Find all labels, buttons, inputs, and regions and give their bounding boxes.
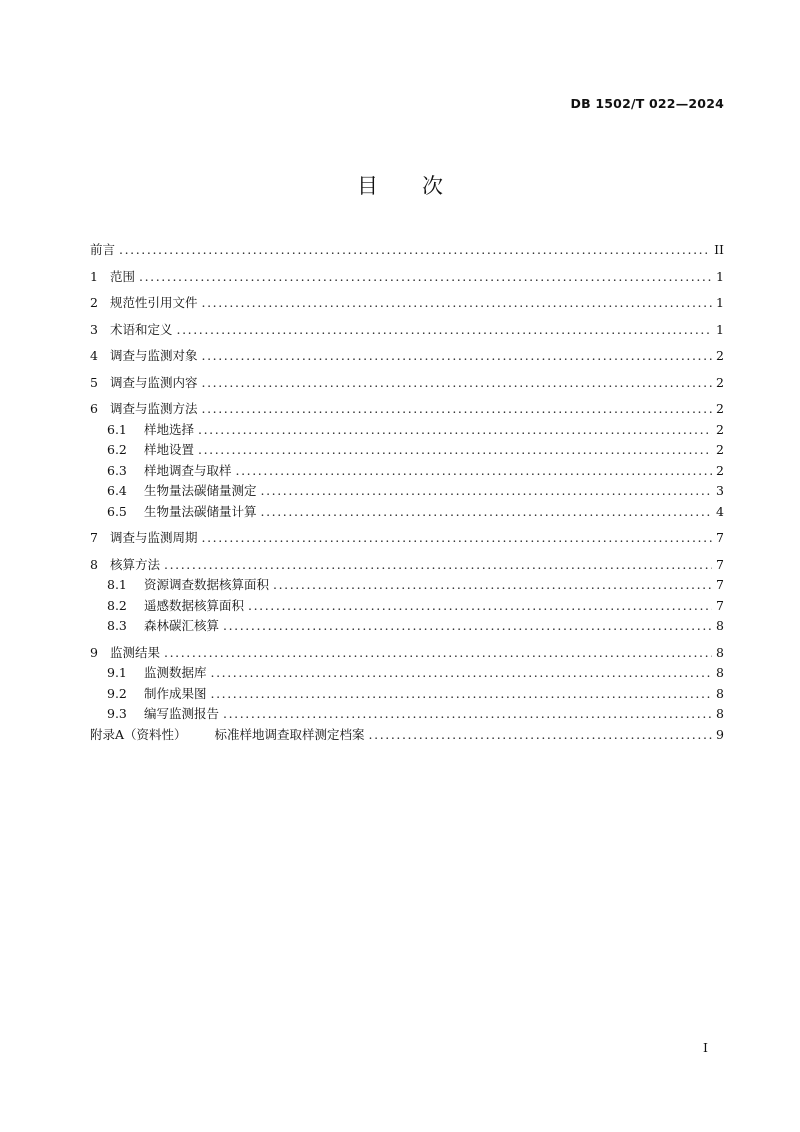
toc-entry-number: 6.1 [107,421,127,437]
toc-entry-number: 9.1 [107,665,127,680]
toc-entry-section-2[interactable] [90,293,724,314]
toc-entry-section-5[interactable] [90,373,724,394]
toc-entry-number: 6.4 [107,483,127,498]
document-code: DB 1502/T 022—2024 [570,96,724,111]
toc-entry-label: 标准样地调查取样测定档案 [214,726,365,742]
toc-entry-number: 3 [90,321,98,337]
toc-leader-dots [119,242,710,257]
toc-entry-page: 2 [716,348,724,363]
toc-entry-page: 1 [716,295,724,310]
toc-entry-label: 术语和定义 [110,321,173,337]
toc-leader-dots [248,598,712,613]
toc-entry-subsection-6-1[interactable] [90,420,724,441]
toc-leader-dots [202,375,712,390]
toc-leader-dots [223,618,712,633]
toc-entry-section-4[interactable] [90,346,724,367]
toc-entry-label: 监测数据库 [144,665,207,680]
toc-entry-label: 规范性引用文件 [110,295,198,310]
toc-entry-page: 8 [716,685,724,701]
toc-entry-section-1[interactable] [90,267,724,288]
toc-entry-number: 9.2 [107,685,127,701]
page-title: 目次 [357,174,487,198]
toc-entry-page: 2 [716,462,724,478]
toc-entry-label: 调查与监测方法 [110,401,198,416]
toc-entry-section-3[interactable] [90,320,724,341]
toc-entry-page: 2 [716,401,724,416]
toc-entry-number: 6.2 [107,442,127,457]
toc-leader-dots [139,269,712,284]
toc-entry-section-8[interactable] [90,555,724,576]
toc-entry-label: 制作成果图 [144,685,207,701]
toc-entry-page: 7 [716,530,724,545]
toc-entry-subsection-6-2[interactable] [90,440,724,461]
toc-leader-dots [198,422,712,437]
toc-leader-dots [202,348,712,363]
toc-entry-subsection-8-3[interactable] [90,616,724,637]
toc-entry-subsection-9-2[interactable] [90,684,724,705]
toc-entry-label: 样地选择 [144,421,195,437]
toc-entry-number: 8 [90,556,98,572]
toc-entry-number: 8.3 [107,618,127,633]
toc-entry-page: 8 [716,665,724,680]
toc-entry-page: 8 [716,618,724,633]
toc-entry-label: 资源调查数据核算面积 [144,577,270,592]
page-number: I [703,1040,708,1055]
toc-entry-label: 调查与监测对象 [110,348,198,363]
toc-leader-dots [261,504,712,519]
toc-leader-dots [202,401,712,416]
toc-leader-dots [164,557,712,572]
table-of-contents [90,240,724,745]
toc-leader-dots [164,645,712,660]
toc-entry-page: 7 [716,577,724,592]
toc-entry-label: 编写监测报告 [144,706,220,721]
toc-entry-page: 9 [716,726,724,742]
toc-entry-page: 7 [716,556,724,572]
toc-entry-number: 5 [90,374,98,390]
toc-entry-page: 8 [716,706,724,721]
toc-leader-dots [211,665,712,680]
toc-entry-subsection-9-1[interactable] [90,663,724,684]
toc-entry-page: II [714,242,724,257]
toc-entry-number: 4 [90,348,98,363]
toc-entry-label: 样地设置 [144,442,195,457]
toc-appendix-label: 附录A（资料性） [90,726,187,742]
toc-leader-dots [261,483,712,498]
toc-entry-subsection-8-1[interactable] [90,575,724,596]
toc-entry-page: 2 [716,442,724,457]
toc-entry-label: 遥感数据核算面积 [144,597,245,613]
toc-entry-section-7[interactable] [90,528,724,549]
toc-entry-number: 8.2 [107,597,127,613]
toc-entry-number: 7 [90,530,98,545]
toc-entry-page: 8 [716,644,724,660]
toc-entry-number: 6.5 [107,503,127,519]
toc-leader-dots [223,706,712,721]
toc-leader-dots [211,686,712,701]
toc-entry-label: 调查与监测内容 [110,374,198,390]
toc-entry-label: 监测结果 [110,644,161,660]
toc-entry-label: 前言 [90,242,116,257]
toc-entry-label: 调查与监测周期 [110,530,198,545]
toc-entry-label: 生物量法碳储量测定 [144,483,257,498]
toc-entry-subsection-9-3[interactable] [90,704,724,725]
toc-entry-appendix-a[interactable] [90,725,724,746]
toc-entry-number: 8.1 [107,577,127,592]
toc-entry-page: 1 [716,321,724,337]
toc-leader-dots [202,530,712,545]
toc-entry-subsection-6-3[interactable] [90,461,724,482]
toc-entry-number: 2 [90,295,98,310]
toc-entry-page: 1 [716,268,724,284]
toc-entry-subsection-6-4[interactable] [90,481,724,502]
toc-entry-number: 1 [90,268,98,284]
toc-entry-page: 4 [716,503,724,519]
toc-leader-dots [177,322,712,337]
toc-entry-subsection-8-2[interactable] [90,596,724,617]
toc-entry-subsection-6-5[interactable] [90,502,724,523]
toc-entry-number: 6.3 [107,462,127,478]
toc-entry-number: 9 [90,644,98,660]
toc-entry-page: 3 [716,483,724,498]
toc-entry-number: 6 [90,401,98,416]
toc-entry-page: 2 [716,421,724,437]
toc-leader-dots [369,727,712,742]
toc-entry-page: 2 [716,374,724,390]
toc-leader-dots [273,577,712,592]
toc-entry-foreword[interactable] [90,240,724,261]
toc-leader-dots [198,442,712,457]
toc-leader-dots [202,295,712,310]
toc-entry-label: 样地调查与取样 [144,462,232,478]
toc-entry-section-9[interactable] [90,643,724,664]
toc-entry-label: 范围 [110,268,136,284]
toc-leader-dots [236,463,712,478]
toc-entry-number: 9.3 [107,706,127,721]
toc-entry-label: 生物量法碳储量计算 [144,503,257,519]
toc-entry-section-6[interactable] [90,399,724,420]
toc-entry-page: 7 [716,597,724,613]
toc-entry-label: 森林碳汇核算 [144,618,220,633]
toc-entry-label: 核算方法 [110,556,161,572]
